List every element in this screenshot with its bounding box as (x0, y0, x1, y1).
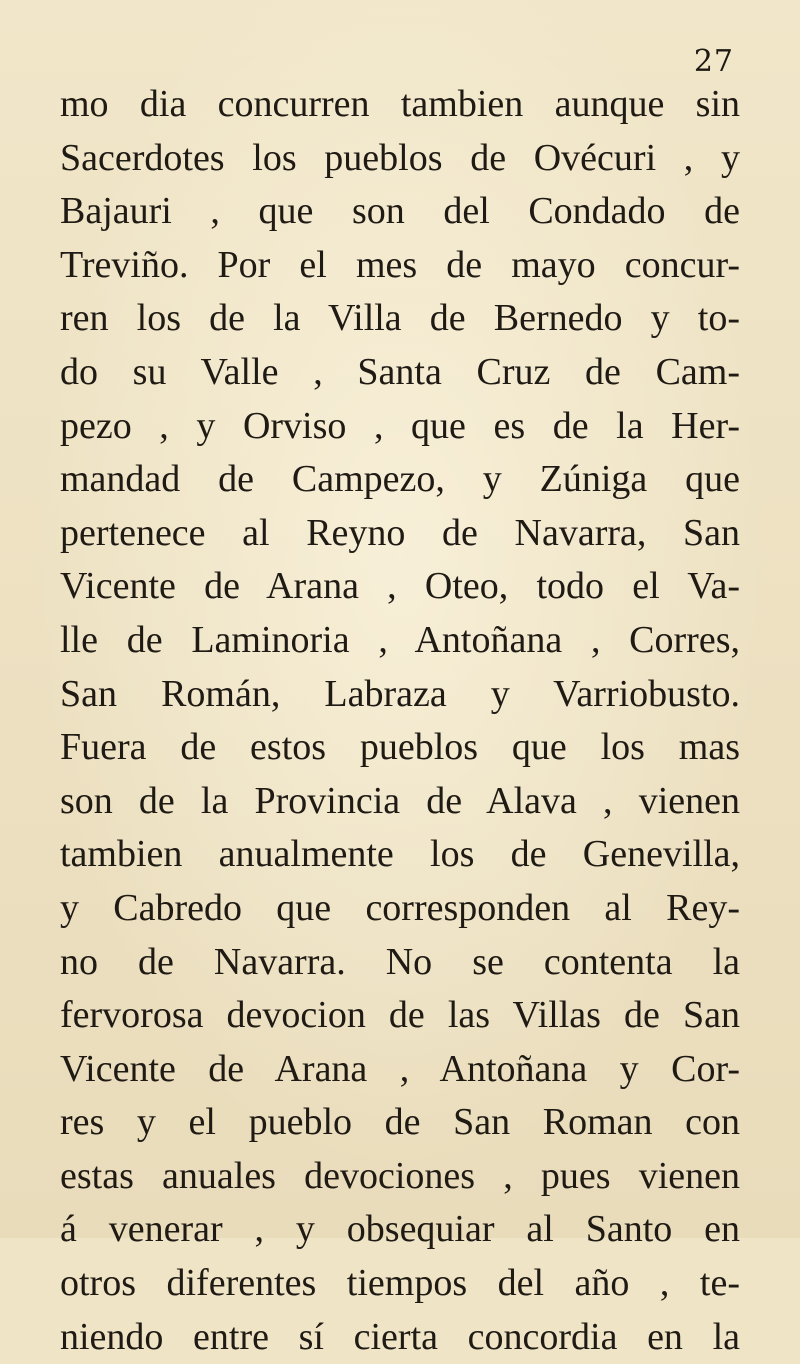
text-line: niendo entre sí cierta concordia en la (60, 1315, 740, 1358)
page-number: 27 (693, 44, 734, 79)
text-line: pertenece al Reyno de Navarra, San (60, 511, 740, 554)
text-line: otros diferentes tiempos del año , te- (60, 1262, 740, 1305)
text-line: mandad de Campezo, y Zúniga que (60, 458, 740, 501)
text-line: pezo , y Orviso , que es de la Her- (60, 404, 740, 447)
text-line: Vicente de Arana , Antoñana y Cor- (60, 1047, 740, 1090)
text-line: á venerar , y obsequiar al Santo en (60, 1208, 740, 1251)
text-line: do su Valle , Santa Cruz de Cam- (60, 350, 740, 393)
text-line: lle de Laminoria , Antoñana , Corres, (60, 618, 740, 661)
text-line: Treviño. Por el mes de mayo concur- (60, 243, 740, 286)
text-line: y Cabredo que corresponden al Rey- (60, 886, 740, 929)
text-line: fervorosa devocion de las Villas de San (60, 994, 740, 1037)
text-line: Sacerdotes los pueblos de Ovécuri , y (60, 136, 740, 179)
text-line: res y el pueblo de San Roman con (60, 1101, 740, 1144)
text-line: San Román, Labraza y Varriobusto. (60, 672, 740, 715)
text-line: mo dia concurren tambien aunque sin (60, 83, 740, 125)
text-line: tambien anualmente los de Genevilla, (60, 833, 740, 876)
text-line: ren los de la Villa de Bernedo y to- (60, 297, 740, 340)
text-line: Fuera de estos pueblos que los mas (60, 726, 740, 769)
text-line: Bajauri , que son del Condado de (60, 190, 740, 233)
text-line: son de la Provincia de Alava , vienen (60, 779, 740, 822)
text-line: Vicente de Arana , Oteo, todo el Va- (60, 565, 740, 608)
text-line: estas anuales devociones , pues vienen (60, 1154, 740, 1197)
text-line: no de Navarra. No se contenta la (60, 940, 740, 983)
body-text (60, 78, 740, 1364)
